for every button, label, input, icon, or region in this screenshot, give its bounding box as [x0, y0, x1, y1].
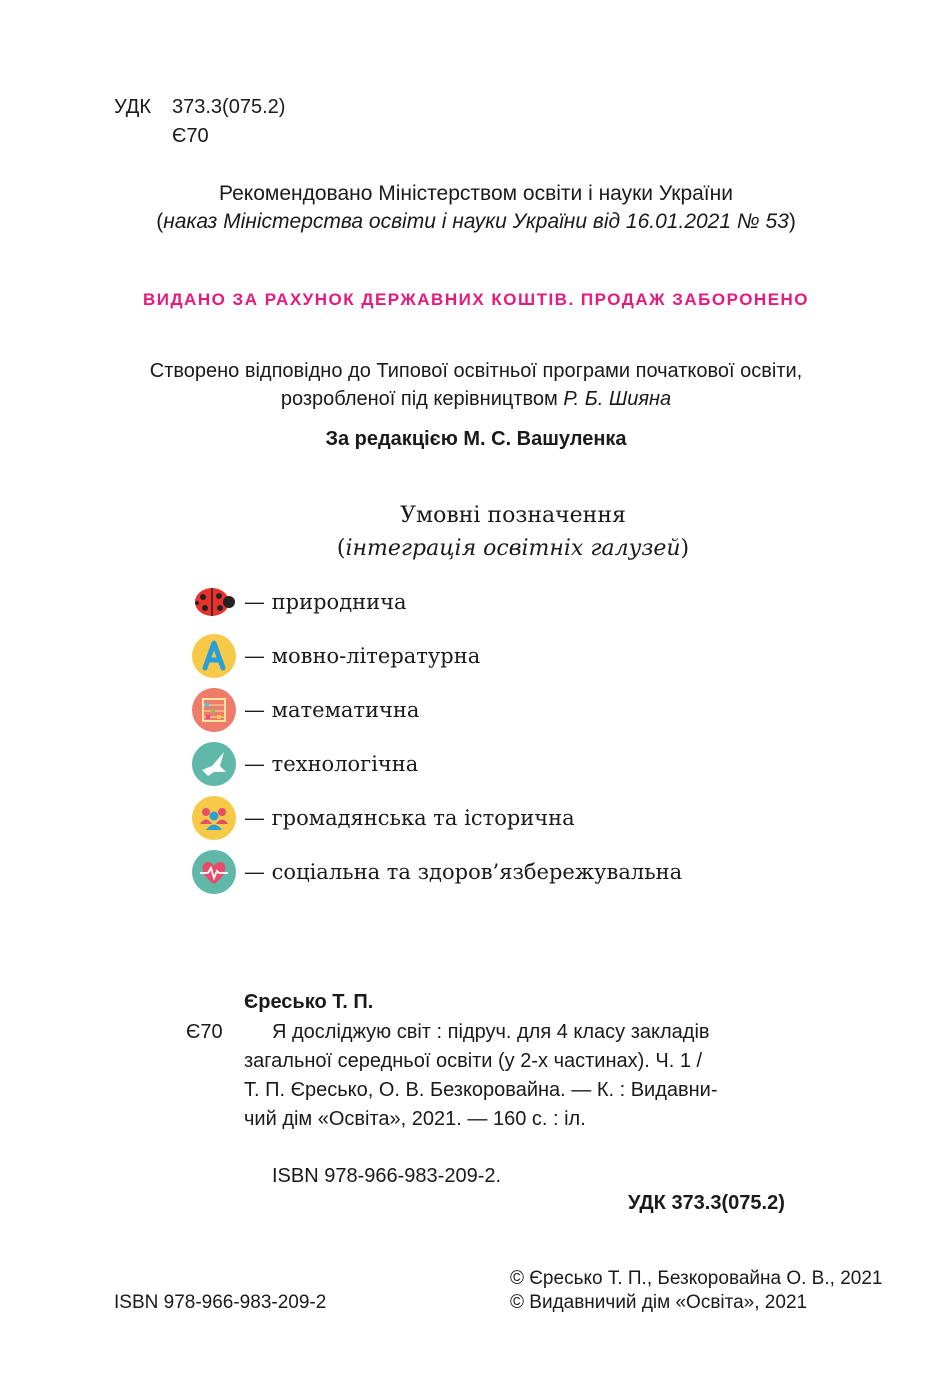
udk-index: Є70: [172, 125, 209, 147]
legend-label: — математична: [244, 698, 420, 722]
people-icon: [192, 796, 236, 840]
program-line2: розробленої під керівництвом Р. Б. Шияна: [280, 388, 672, 410]
legend-item-natural: [192, 579, 407, 625]
catalog-isbn: ISBN 978-966-983-209-2.: [272, 1165, 502, 1187]
catalog-author: Єресько Т. П.: [244, 991, 374, 1013]
legend-item-technology: [192, 741, 418, 787]
catalog-index: Є70: [186, 1021, 223, 1043]
editor-line: За редакцією М. С. Вашуленка: [325, 428, 627, 450]
catalog-line2: загальної середньої освіти (у 2-х частинах). Ч. 1 /: [244, 1050, 703, 1072]
udk-label: УДК: [114, 96, 152, 118]
catalog-line4: чий дім «Освіта», 2021. — 160 с. : іл.: [244, 1108, 586, 1130]
legend-item-civic: [192, 795, 575, 841]
legend-label: — технологічна: [244, 752, 419, 776]
udk-code: 373.3(075.2): [172, 96, 286, 118]
heart-pulse-icon: [192, 850, 236, 894]
legend-label: — природнича: [244, 590, 407, 614]
legend-subtitle: (інтеграція освітніх галузей): [336, 536, 690, 561]
legend-item-language: [192, 633, 480, 679]
footer-isbn: ISBN 978-966-983-209-2: [114, 1292, 327, 1313]
dove-icon: [192, 742, 236, 786]
program-line1: Створено відповідно до Типової освітньої програми початкової освіти,: [149, 360, 803, 382]
recommendation-line1: Рекомендовано Міністерством освіти і науки України: [219, 182, 733, 205]
legend-label: — соціальна та здоров’язбережувальна: [244, 860, 683, 884]
ladybug-icon: [192, 580, 236, 624]
catalog-line3: Т. П. Єресько, О. В. Безкоровайна. — К. : Видавни-: [244, 1079, 718, 1101]
copyright-authors: © Єресько Т. П., Безкоровайна О. В., 2021: [510, 1268, 883, 1289]
legend-title: Умовні позначення: [400, 503, 626, 528]
letter-a-icon: [192, 634, 236, 678]
legend-label: — громадянська та історична: [244, 806, 575, 830]
free-distribution-notice: ВИДАНО ЗА РАХУНОК ДЕРЖАВНИХ КОШТІВ. ПРОДАЖ ЗАБОРОНЕНО: [142, 290, 810, 309]
legend-item-health: [192, 849, 682, 895]
catalog-udk: УДК 373.3(075.2): [628, 1192, 785, 1214]
catalog-line1: Я досліджую світ : підруч. для 4 класу закладів: [272, 1021, 710, 1043]
legend-label: — мовно-літературна: [244, 644, 481, 668]
recommendation-line2: (наказ Міністерства освіти і науки України від 16.01.2021 № 53): [156, 210, 796, 233]
abacus-icon: [192, 688, 236, 732]
copyright-publisher: © Видавничий дім «Освіта», 2021: [510, 1292, 808, 1313]
legend-item-math: [192, 687, 419, 733]
